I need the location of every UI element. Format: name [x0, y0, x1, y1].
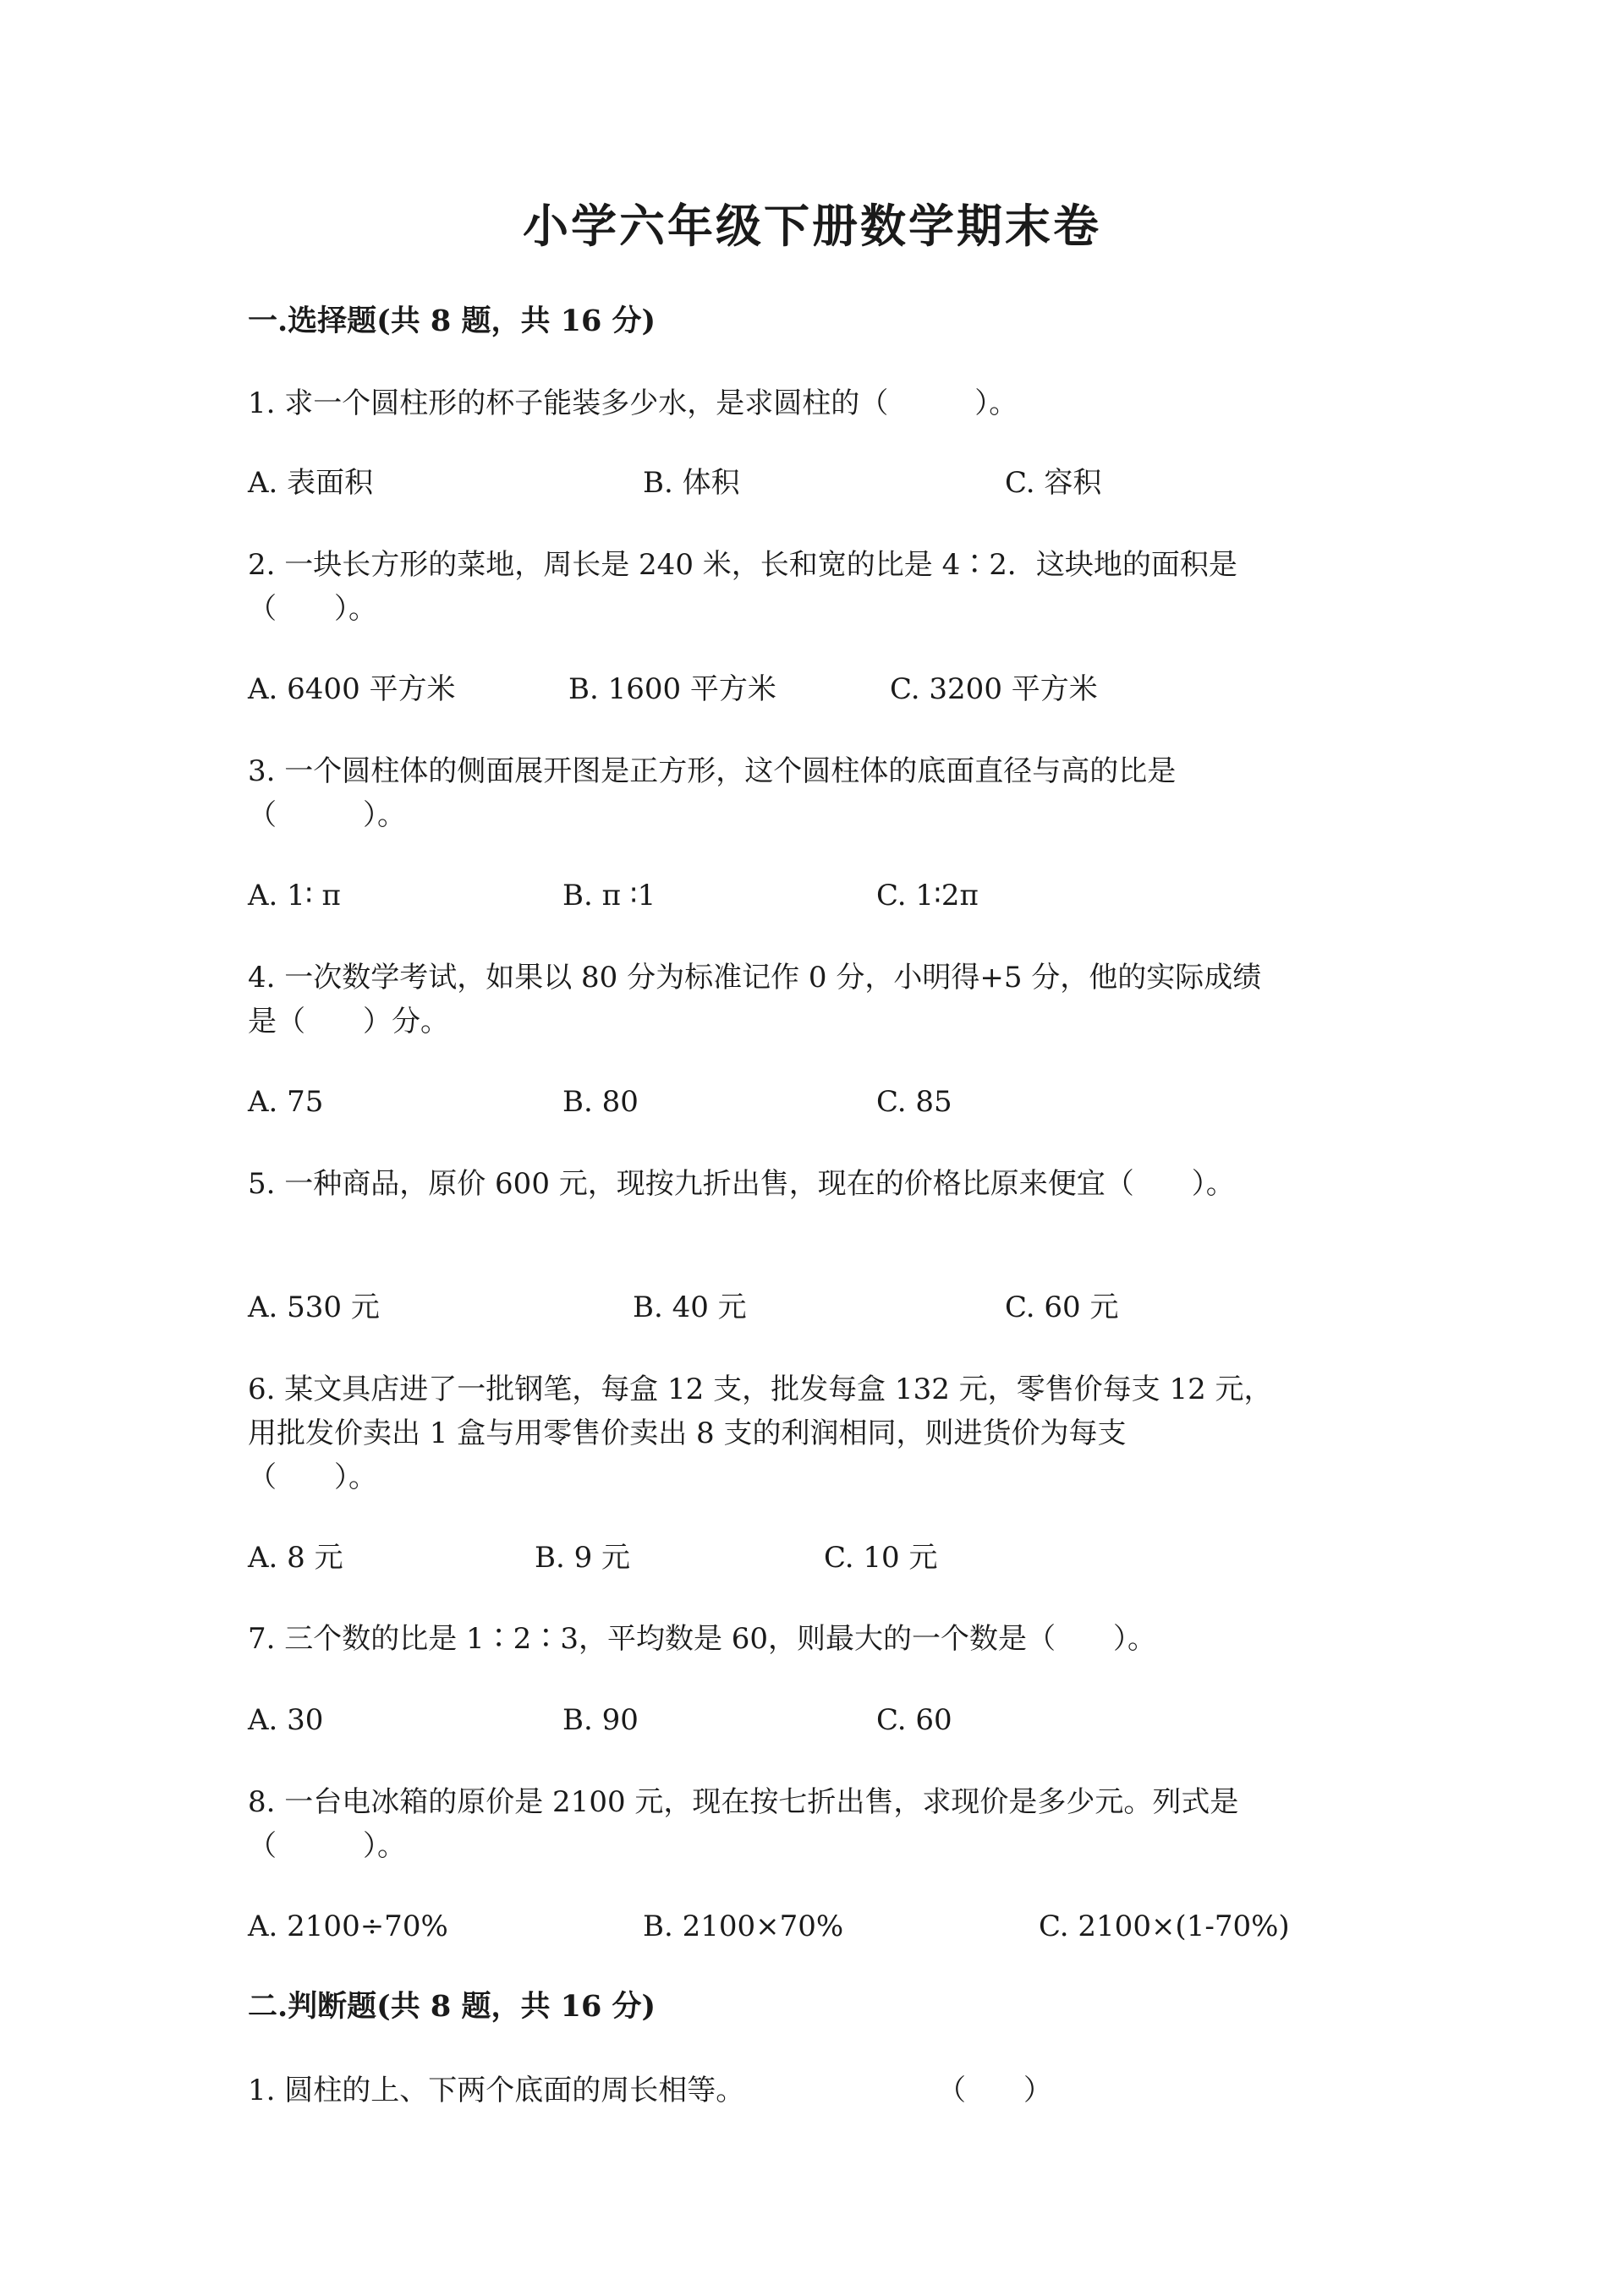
question-6-option-c: C. 10 元 [824, 1541, 938, 1575]
section-heading-choice: 一.选择题(共 8 题，共 16 分) [248, 304, 656, 338]
question-8-text-line1: 8. 一台电冰箱的原价是 2100 元，现在按七折出售，求现价是多少元。列式是 [248, 1785, 1239, 1819]
question-1-option-b: B. 体积 [643, 466, 740, 500]
page-title: 小学六年级下册数学期末卷 [523, 199, 1101, 253]
question-7-option-b: B. 90 [562, 1703, 639, 1737]
question-5-option-c: C. 60 元 [1005, 1290, 1119, 1324]
question-6-text-line3: （ ）。 [248, 1460, 377, 1494]
question-7-text: 7. 三个数的比是 1∶2∶3，平均数是 60，则最大的一个数是（ ）。 [248, 1622, 1157, 1656]
question-8-text-line2: （ ）。 [248, 1829, 406, 1863]
question-1-option-c: C. 容积 [1005, 466, 1102, 500]
question-2-text-line1: 2. 一块长方形的菜地，周长是 240 米，长和宽的比是 4∶2．这块地的面积是 [248, 548, 1237, 582]
question-7-option-a: A. 30 [248, 1703, 324, 1737]
question-6-option-a: A. 8 元 [248, 1541, 343, 1575]
question-2-option-c: C. 3200 平方米 [890, 672, 1098, 706]
question-6-text-line1: 6. 某文具店进了一批钢笔，每盒 12 支，批发每盒 132 元，零售价每支 12 元， [248, 1373, 1273, 1406]
question-3-text-line1: 3. 一个圆柱体的侧面展开图是正方形，这个圆柱体的底面直径与高的比是 [248, 754, 1177, 788]
section-heading-judge: 二.判断题(共 8 题，共 16 分) [248, 1989, 656, 2024]
question-5-option-a: A. 530 元 [248, 1290, 380, 1324]
question-4-text-line1: 4. 一次数学考试，如果以 80 分为标准记作 0 分，小明得+5 分，他的实际成绩 [248, 961, 1262, 995]
question-3-option-b: B. π ∶1 [562, 879, 656, 912]
question-4-option-a: A. 75 [248, 1085, 324, 1119]
question-2-option-b: B. 1600 平方米 [568, 672, 776, 706]
question-1-option-a: A. 表面积 [248, 466, 374, 500]
question-2-option-a: A. 6400 平方米 [248, 672, 456, 706]
question-1-text: 1. 求一个圆柱形的杯子能装多少水，是求圆柱的（ ）。 [248, 386, 1018, 420]
question-4-text-line2: 是（ ）分。 [248, 1005, 449, 1038]
question-3-option-c: C. 1∶2π [876, 879, 979, 912]
question-8-option-a: A. 2100÷70% [248, 1910, 448, 1943]
question-8-option-c: C. 2100×(1-70%) [1039, 1910, 1290, 1943]
question-7-option-c: C. 60 [876, 1703, 952, 1737]
question-2-text-line2: （ ）。 [248, 592, 377, 626]
question-5-text: 5. 一种商品，原价 600 元，现按九折出售，现在的价格比原来便宜（ ）。 [248, 1167, 1235, 1201]
question-6-option-b: B. 9 元 [535, 1541, 631, 1575]
question-3-text-line2: （ ）。 [248, 798, 406, 832]
question-5-option-b: B. 40 元 [633, 1290, 747, 1324]
judge-question-1-blank: （ ） [937, 2074, 1052, 2107]
question-6-text-line2: 用批发价卖出 1 盒与用零售价卖出 8 支的利润相同，则进货价为每支 [248, 1417, 1127, 1450]
question-4-option-b: B. 80 [562, 1085, 639, 1119]
question-4-option-c: C. 85 [876, 1085, 952, 1119]
question-3-option-a: A. 1∶ π [248, 879, 341, 912]
judge-question-1-text: 1. 圆柱的上、下两个底面的周长相等。 [248, 2074, 745, 2107]
question-8-option-b: B. 2100×70% [643, 1910, 844, 1943]
